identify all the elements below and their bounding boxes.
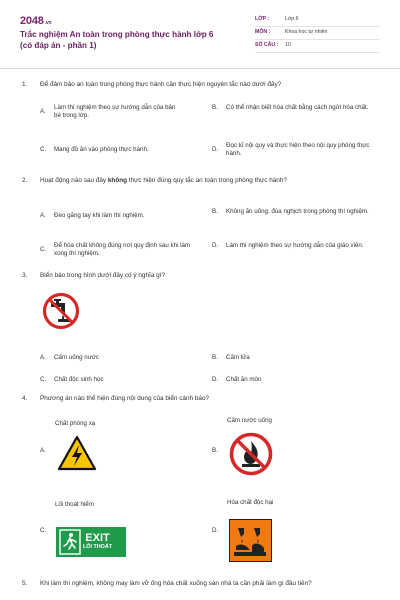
option-letter: D. bbox=[212, 375, 219, 383]
running-person-icon bbox=[59, 529, 81, 555]
option-text: Cấm uống nước bbox=[54, 353, 100, 361]
option-letter: C. bbox=[40, 375, 47, 383]
option-a-label: Chất phóng xạ bbox=[55, 420, 96, 427]
option-letter: B. bbox=[212, 207, 218, 215]
option-letter: B. bbox=[212, 447, 218, 454]
meta-key: LỚP : bbox=[255, 16, 270, 23]
question-stem bbox=[22, 272, 382, 281]
option-b[interactable] bbox=[212, 104, 377, 112]
option-text: Chất ăn mòn bbox=[226, 375, 262, 383]
question-stem bbox=[22, 177, 382, 186]
brand-suffix: .vn bbox=[44, 20, 52, 26]
option-letter: A. bbox=[40, 211, 46, 219]
question-number: 4. bbox=[22, 395, 28, 402]
option-letter: A. bbox=[40, 447, 46, 454]
question-number: 3. bbox=[22, 272, 28, 279]
brand-logo[interactable] bbox=[20, 14, 51, 29]
option-d[interactable] bbox=[212, 142, 377, 159]
option-text: Mang đồ ăn vào phòng thực hành. bbox=[54, 145, 149, 153]
option-c[interactable] bbox=[40, 376, 205, 384]
question-text: Để đảm bảo an toàn trong phòng thực hành cần thực hiện nguyên tắc nào dưới đây? bbox=[40, 81, 282, 88]
option-letter: B. bbox=[212, 103, 218, 111]
option-d-label: Hóa chất độc hại bbox=[227, 499, 274, 506]
option-text: Cấm lửa bbox=[226, 353, 250, 361]
option-text: Chất độc sinh học bbox=[54, 375, 104, 383]
option-a[interactable] bbox=[40, 212, 205, 220]
stem-part: thực hiện đúng quy tắc an toàn trong phòng thực hành? bbox=[127, 177, 287, 184]
meta-value: Lớp 6 bbox=[285, 16, 299, 23]
option-text: Làm thí nghiệm theo sự hướng dẫn của giáo viên. bbox=[226, 241, 364, 249]
option-a[interactable] bbox=[40, 104, 205, 121]
question-stem bbox=[22, 81, 382, 90]
brand-name: 2048 bbox=[20, 15, 44, 27]
option-letter: A. bbox=[40, 353, 46, 361]
question-stem bbox=[22, 580, 382, 589]
meta-value: Khoa học tự nhiên bbox=[285, 29, 328, 36]
exit-sign-text bbox=[83, 533, 112, 550]
option-b[interactable] bbox=[212, 354, 377, 362]
question-2 bbox=[22, 177, 382, 257]
header bbox=[20, 12, 380, 60]
option-text: Làm thí nghiệm theo sự hướng dẫn của bản bè trong lớp. bbox=[54, 103, 176, 119]
no-drinking-water-sign-icon bbox=[42, 292, 80, 330]
question-text: Biển báo trong hình dưới đây có ý nghĩa gì? bbox=[40, 272, 166, 279]
option-letter: A. bbox=[40, 107, 46, 115]
meta-row-grade bbox=[255, 14, 380, 27]
meta-table bbox=[255, 14, 380, 53]
question-text: Khi làm thí nghiệm, không may làm vỡ ống hóa chất xuống sàn nhà ta cần phải làm gì đầu tiên? bbox=[40, 580, 312, 587]
question-4 bbox=[22, 395, 382, 575]
meta-key: MÔN : bbox=[255, 29, 271, 36]
meta-key: SỐ CÂU : bbox=[255, 42, 279, 49]
exit-sign-main: EXIT bbox=[85, 532, 110, 545]
meta-row-subject bbox=[255, 27, 380, 40]
question-number: 1. bbox=[22, 81, 28, 88]
question-stem bbox=[22, 395, 382, 404]
corrosive-hazard-icon bbox=[229, 519, 272, 562]
option-letter: B. bbox=[212, 353, 218, 361]
page-title: Trắc nghiệm An toàn trong phòng thực hành lớp 6 (có đáp án - phần 1) bbox=[20, 30, 214, 50]
option-text: Để hóa chất không đúng nơi quy định sau khi làm xong thí nghiệm. bbox=[54, 241, 191, 257]
option-text: Không ăn uống, đùa nghịch trong phòng thí nghiệm. bbox=[226, 207, 369, 215]
stem-emphasis: không bbox=[107, 177, 128, 184]
option-d[interactable] bbox=[212, 242, 377, 250]
question-5 bbox=[22, 580, 382, 589]
question-number: 2. bbox=[22, 177, 28, 184]
stem-part: Hoạt động nào sau đây bbox=[40, 177, 108, 184]
option-letter: D. bbox=[212, 241, 219, 249]
option-b-label: Cấm nước uống bbox=[227, 417, 273, 424]
exit-sign-icon bbox=[56, 527, 126, 557]
option-text: Đọc kĩ nội quy và thực hiện theo nội quy phòng thực hành. bbox=[226, 141, 370, 157]
question-1 bbox=[22, 81, 382, 157]
option-a[interactable] bbox=[40, 354, 205, 362]
question-text bbox=[40, 177, 287, 186]
header-divider bbox=[0, 68, 400, 69]
option-letter: C. bbox=[40, 527, 47, 534]
option-letter: C. bbox=[40, 245, 47, 253]
exit-sign-sub: LỐI THOÁT bbox=[83, 544, 113, 551]
option-letter: D. bbox=[212, 527, 219, 534]
option-letter: D. bbox=[212, 145, 219, 153]
option-c[interactable] bbox=[40, 242, 205, 259]
meta-row-count bbox=[255, 40, 380, 53]
question-text: Phương án nào thể hiện đúng nội dung của biển cảnh báo? bbox=[40, 395, 210, 402]
no-fire-sign-icon bbox=[229, 432, 273, 476]
question-3 bbox=[22, 272, 382, 383]
option-c-label: Lối thoát hiểm bbox=[55, 501, 94, 508]
option-letter: C. bbox=[40, 145, 47, 153]
meta-value: 10 bbox=[285, 42, 291, 49]
question-number: 5. bbox=[22, 580, 28, 587]
option-b[interactable] bbox=[212, 208, 377, 216]
option-c[interactable] bbox=[40, 146, 205, 154]
option-text: Có thể nhận biết hóa chất bằng cách ngửi hóa chất. bbox=[226, 103, 369, 111]
option-text: Đeo găng tay khi làm thí nghiệm. bbox=[54, 211, 145, 219]
high-voltage-warning-icon bbox=[57, 435, 97, 471]
option-d[interactable] bbox=[212, 376, 377, 384]
